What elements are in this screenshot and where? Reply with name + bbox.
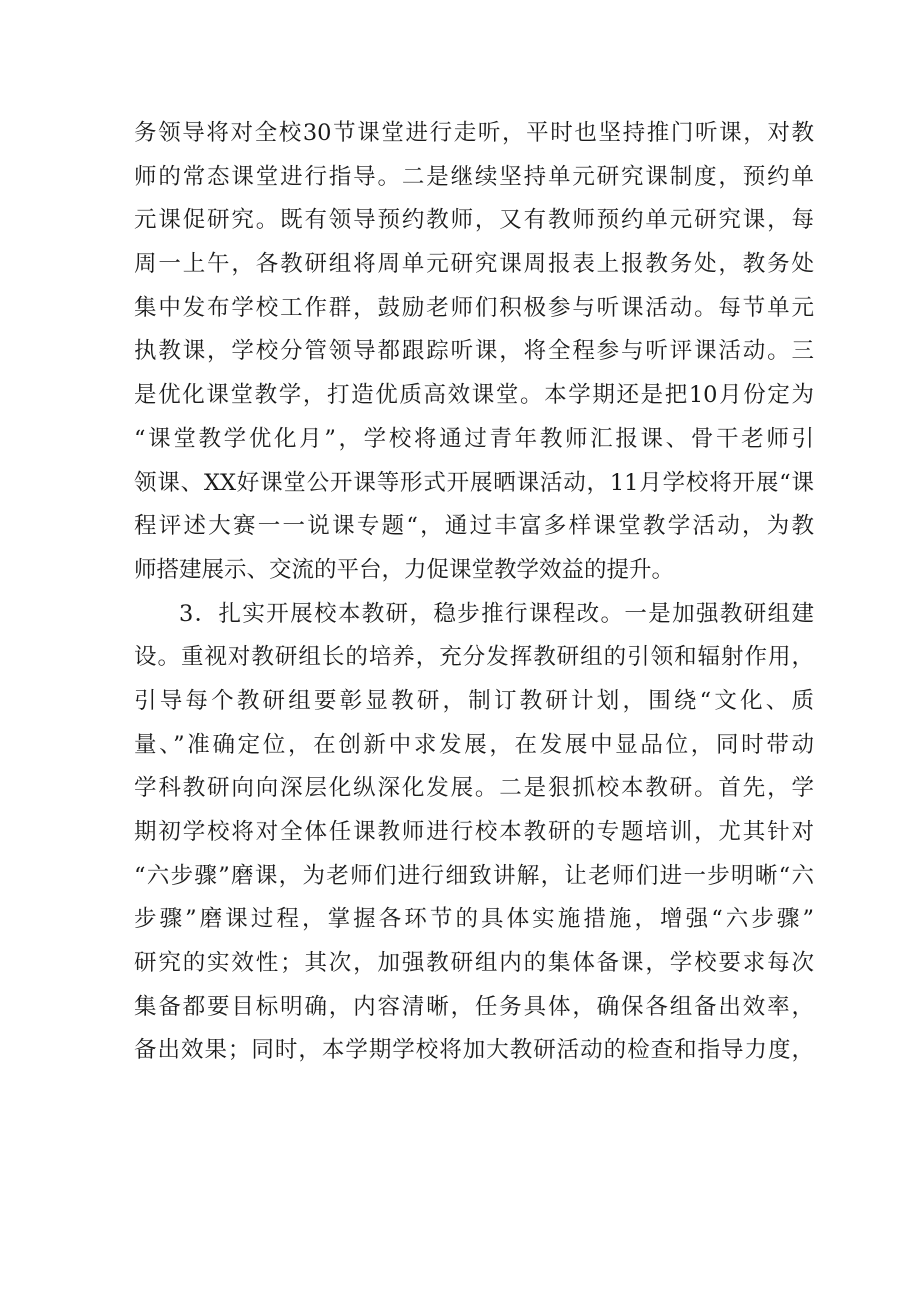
text-line: 学科教研向向深层化纵深化发展。二是狠抓校本教研。首先，学: [134, 775, 814, 802]
text-line: 集中发布学校工作群，鼓励老师们积极参与听课活动。每节单元: [134, 294, 814, 321]
text-line: 执教课，学校分管领导都跟踪听课，将全程参与听评课活动。三: [134, 338, 814, 365]
text-line: 步骤”磨课过程，掌握各环节的具体实施措施，增强“六步骤”: [134, 906, 814, 933]
text-line: 备出效果；同时，本学期学校将加大教研活动的检查和指导力度，: [134, 1037, 814, 1064]
text-line: 师的常态课堂进行指导。二是继续坚持单元研究课制度，预约单: [134, 163, 814, 190]
text-line: 是优化课堂教学，打造优质高效课堂。本学期还是把10月份定为: [134, 382, 814, 409]
text-line: 周一上午，各教研组将周单元研究课周报表上报教务处，教务处: [134, 251, 814, 278]
text-line: 引导每个教研组要彰显教研，制订教研计划，围绕“文化、质: [134, 687, 814, 714]
body-text: [134, 112, 814, 1073]
text-line: 领课、XX好课堂公开课等形式开展晒课活动，11月学校将开展“课: [134, 469, 814, 496]
text-line: 程评述大赛一一说课专题“，通过丰富多样课堂教学活动，为教: [134, 513, 814, 540]
text-line: 量、”准确定位，在创新中求发展，在发展中显品位，同时带动: [134, 731, 814, 758]
paragraph-end-line: 师搭建展示、交流的平台，力促课堂教学效益的提升。: [134, 556, 675, 583]
text-line: 期初学校将对全体任课教师进行校本教研的专题培训，尤其针对: [134, 819, 814, 845]
text-line: 研究的实效性；其次，加强教研组内的集体备课，学校要求每次: [134, 950, 814, 977]
text-line: “课堂教学优化月”，学校将通过青年教师汇报课、骨干老师引: [134, 425, 814, 452]
text-line: “六步骤”磨课，为老师们进行细致讲解，让老师们进一步明晰“六: [134, 862, 814, 889]
text-line: 务领导将对全校30节课堂进行走听，平时也坚持推门听课，对教: [134, 120, 814, 146]
paragraph-first-line: 3．扎实开展校本教研，稳步推行课程改。一是加强教研组建: [179, 600, 814, 627]
text-line: 元课促研究。既有领导预约教师，又有教师预约单元研究课，每: [134, 207, 814, 234]
text-line: 集备都要目标明确，内容清晰，任务具体，确保各组备出效率，: [134, 993, 814, 1020]
text-line: 设。重视对教研组长的培养，充分发挥教研组的引领和辐射作用，: [134, 644, 814, 671]
